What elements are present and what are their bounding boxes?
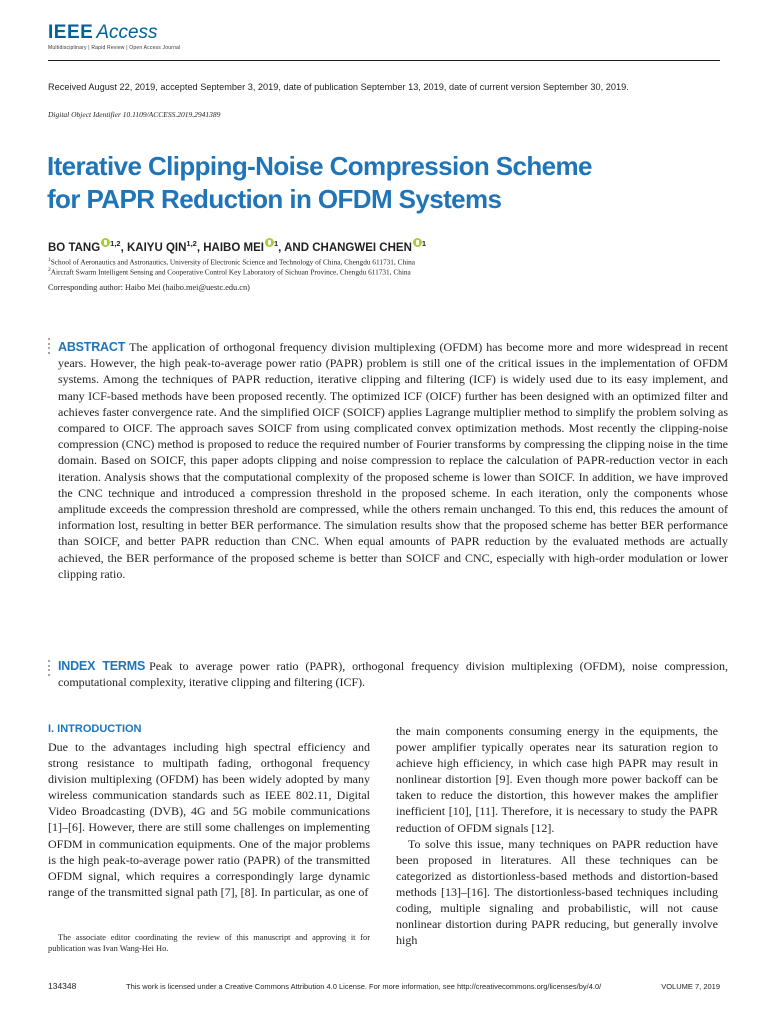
paper-title: [47, 150, 727, 216]
corresponding-author: Corresponding author: Haibo Mei (haibo.mei@uestc.edu.cn): [48, 283, 250, 292]
header-rule: [48, 60, 720, 61]
doi[interactable]: Digital Object Identifier 10.1109/ACCESS.2019.2941389: [48, 110, 221, 119]
abstract-heading: ABSTRACT: [58, 340, 126, 354]
author-name: HAIBO MEI: [203, 242, 264, 254]
paragraph: the main components consuming energy in the equipments, the power amplifier typically operates near its saturation region to achieve high efficiency, in which case high PAPR may result in nonlinear distortion [9]. Even though more power backoff can be taken to reduce the distortion, this however makes the amplifier inefficient [10], [11]. Therefore, it is necessary to study the PAPR reduction of OFDM signals [12].: [396, 724, 718, 835]
index-terms-heading: INDEX TERMS: [58, 659, 146, 673]
logo-access-text: Access: [96, 22, 158, 43]
author-name: CHANGWEI CHEN: [312, 242, 412, 254]
volume-info: VOLUME 7, 2019: [661, 982, 720, 991]
license-text[interactable]: This work is licensed under a Creative Commons Attribution 4.0 License. For more information, see http://creativecommons.org/licenses/by/4.0/: [126, 982, 602, 991]
title-line-1: Iterative Clipping-Noise Compression Scheme: [47, 151, 592, 181]
paragraph: To solve this issue, many techniques on PAPR reduction have been proposed in literatures. All these techniques can be categorized as distortionless-based methods and distortion-based methods [13]–[16]. The distortionless-based techniques including coding, multiple signaling and probabilistic, will not cause nonlinear distortion during PAPR reducing, but generally involve high: [396, 836, 718, 948]
received-dates: Received August 22, 2019, accepted September 3, 2019, date of publication September 13, 2019, date of current version September 30, 2019.: [48, 82, 629, 92]
ieee-access-logo: [48, 22, 180, 51]
page-number: 134348: [48, 981, 77, 991]
author-affil-sup: 1,2: [186, 239, 197, 249]
index-terms: [58, 658, 728, 690]
title-line-2: for PAPR Reduction in OFDM Systems: [47, 184, 502, 214]
author-affil-sup: 1,2: [110, 239, 121, 249]
orcid-icon[interactable]: [101, 238, 110, 247]
index-terms-marker-icon: [48, 660, 51, 678]
author-affil-sup: 1: [421, 239, 427, 249]
orcid-icon[interactable]: [413, 238, 422, 247]
author-name: KAIYU QIN: [127, 242, 187, 254]
paragraph: Due to the advantages including high spectral efficiency and strong resistance to multipath fading, orthogonal frequency division multiplexing (OFDM) has been widely adopted by many wireless communication standards such as IEEE 802.11, Digital Video Broadcasting (DVB), 4G and 5G mobile communications [1]–[6]. However, there are still some challenges on implementing OFDM in communication equipments. One of the major problems is the high peak-to-average power ratio (PAPR) of the transmitted OFDM signal, which requires a correspondingly large dynamic range of the transmitted signal path [7], [8]. In particular, as one of: [48, 740, 370, 899]
logo-tagline: Multidisciplinary | Rapid Review | Open Access Journal: [48, 45, 181, 51]
author-name: BO TANG: [48, 242, 101, 254]
abstract-text: The application of orthogonal frequency division multiplexing (OFDM) has become more and more widespread in recent years. However, the high peak-to-average power ratio (PAPR) problem is still one of the critical issues in the implementation of OFDM systems. Among the techniques of PAPR reduction, iterative clipping and filtering (ICF) is widely used due to its easy implement, and many ICF-based methods have been proposed recently. The optimized ICF (OICF) further has been designed with an optimized filter and achieves faster convergence rate. And the simplified OICF (SOICF) applies Lagrange multiplier method to simplify the problem solving as compared to OICF. The approach saves SOICF from using complicated convex optimization methods. Most recently the clipping-noise compression (CNC) method is proposed to reduce the required number of Fourier transforms by compressing the clipping noise in the time domain. Based on SOICF, this paper adopts clipping and noise compression to replace the calculation of PAPR-reduction vector in each iteration. Analysis shows that the computational complexity of the proposed scheme is lower than SOICF. In addition, we have improved the CNC technique and introduced a compression threshold in the proposed scheme. In each iteration, only the components whose amplitude exceeds the compression threshold are compressed, while the others remain unchanged. To this end, this reduces the amount of information lost, resulting in better BER performance. The simulation results show that the proposed scheme has better BER performance than SOICF, and better PAPR reduction than CNC. When equal amounts of PAPR reduction by the evaluated methods are actually achieved, the BER performance of the proposed scheme is better than SOICF and CNC, especially with high-order modulation or lower clipping ratio.: [58, 340, 728, 581]
abstract-marker-icon: [48, 338, 51, 356]
abstract: [58, 339, 728, 582]
affiliation-1: $^1$School of Aeronautics and Astronautics, University of Electronic Science and Technology of China, Chengdu 611731, China: [48, 257, 416, 267]
section-heading: I. INTRODUCTION: [48, 723, 142, 735]
body-column-right: [396, 723, 718, 948]
author-affil-sup: 1: [273, 239, 279, 249]
body-column-left: [48, 739, 370, 900]
index-terms-text: Peak to average power ratio (PAPR), orthogonal frequency division multiplexing (OFDM), noise compression, computational complexity, iterative clipping and filtering (ICF).: [58, 659, 729, 690]
affiliation-2: $^2$Aircraft Swarm Intelligent Sensing and Cooperative Control Key Laboratory of Sichuan Province, Chengdu 611731, China: [48, 267, 411, 277]
author-list: BO TANG $^{1,2}$, KAIYU QIN$^{1,2}$, HAIBO MEI $^1$, AND CHANGWEI CHEN $^1$: [48, 239, 427, 254]
editor-footnote: The associate editor coordinating the review of this manuscript and approving it for publication was Ivan Wang-Hei Ho.: [48, 933, 370, 953]
logo-ieee-text: IEEE: [48, 22, 94, 43]
orcid-icon[interactable]: [265, 238, 274, 247]
